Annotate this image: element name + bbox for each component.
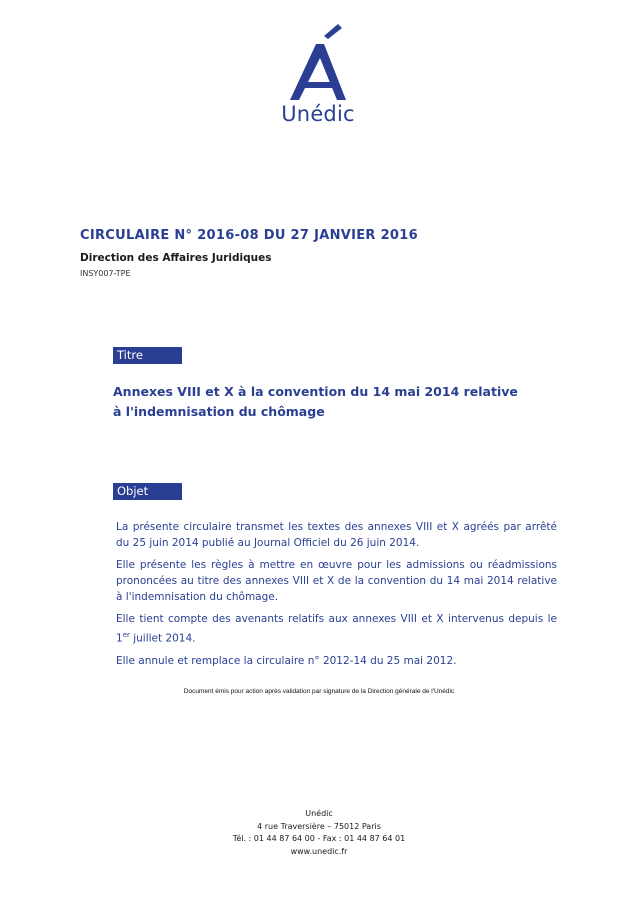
objet-p3-start: Elle tient compte des avenants relatifs aux annexes VIII et X intervenus depuis le 1 (116, 613, 557, 645)
objet-text (116, 519, 557, 675)
reference-code: INSY007-TPE (80, 269, 131, 278)
document-note: Document émis pour action après validation par signature de la Direction générale de l'Unédic (183, 688, 455, 695)
footer-phones: Tél. : 01 44 87 64 00 - Fax : 01 44 87 64 01 (232, 834, 406, 843)
circular-title: CIRCULAIRE N° 2016-08 DU 27 JANVIER 2016 (80, 228, 418, 243)
titre-line-1: Annexes VIII et X à la convention du 14 mai 2014 relative (113, 384, 518, 399)
logo-wordmark: Unédic (281, 102, 355, 126)
objet-paragraph-4: Elle annule et remplace la circulaire n° 2012-14 du 25 mai 2012. (116, 654, 457, 667)
direction-name: Direction des Affaires Juridiques (80, 252, 272, 264)
objet-paragraph-1: La présente circulaire transmet les textes des annexes VIII et X agréés par arrêté du 25 juin 2014 publié au Journal Officiel du 26 juin 2014. (116, 521, 557, 549)
objet-paragraph-3 (116, 611, 557, 647)
titre-line-2: à l'indemnisation du chômage (113, 404, 325, 419)
titre-text (113, 382, 543, 422)
footer-website: www.unedic.fr (290, 846, 348, 856)
footer-name: Unédic (305, 809, 333, 818)
unedic-logo (268, 22, 368, 132)
objet-p3-end: juillet 2014. (129, 632, 196, 645)
unedic-a-logo-icon (268, 22, 368, 102)
footer (0, 808, 638, 858)
footer-address: 4 rue Traversière – 75012 Paris (257, 821, 381, 831)
objet-paragraph-2: Elle présente les règles à mettre en œuvre pour les admissions ou réadmissions prononcées au titre des annexes VIII et X de la convention du 14 mai 2014 relative à l'indemnisation du chômage. (116, 559, 557, 603)
titre-label: Titre (113, 347, 182, 364)
objet-p3-superscript: er (122, 631, 130, 639)
objet-label: Objet (113, 483, 182, 500)
